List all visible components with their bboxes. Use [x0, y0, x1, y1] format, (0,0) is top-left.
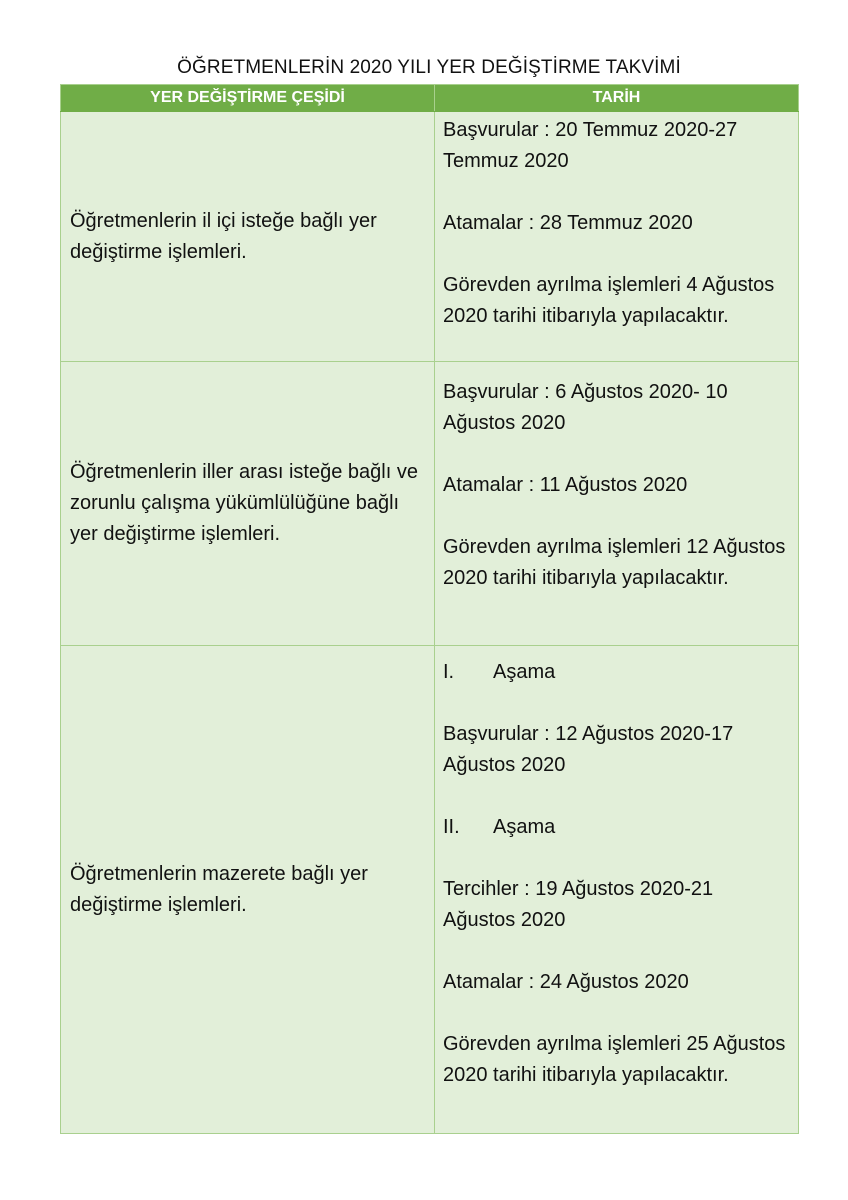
- cell-dates: [435, 646, 799, 1134]
- column-header-type: YER DEĞİŞTİRME ÇEŞİDİ: [61, 85, 435, 112]
- applications-text: Başvurular : 6 Ağustos 2020- 10 Ağustos 2020: [443, 381, 728, 434]
- column-header-date: TARİH: [435, 85, 799, 112]
- cell-transfer-type: [61, 112, 435, 362]
- document-title: ÖĞRETMENLERİN 2020 YILI YER DEĞİŞTİRME TAKVİMİ: [177, 57, 681, 78]
- stage-two-label: Aşama: [493, 816, 556, 838]
- table-row: [61, 362, 799, 646]
- cell-dates: [435, 112, 799, 362]
- leave-text: Görevden ayrılma işlemleri 12 Ağustos 2020 tarihi itibarıyla yapılacaktır.: [443, 536, 786, 589]
- transfer-type-text: Öğretmenlerin mazerete bağlı yer değiştirme işlemleri.: [70, 862, 368, 916]
- schedule-table: [60, 84, 799, 1134]
- cell-dates: [435, 362, 799, 646]
- appointments-text: Atamalar : 28 Temmuz 2020: [443, 212, 693, 234]
- transfer-type-text: Öğretmenlerin iller arası isteğe bağlı ve zorunlu çalışma yükümlülüğüne bağlı yer değiştirme işlemleri.: [70, 461, 418, 545]
- stage-one-heading: [443, 657, 788, 688]
- table-row: [61, 112, 799, 362]
- applications-text: Başvurular : 12 Ağustos 2020-17 Ağustos 2020: [443, 723, 734, 776]
- transfer-type-text: Öğretmenlerin il içi isteğe bağlı yer değiştirme işlemleri.: [70, 209, 377, 263]
- cell-transfer-type: [61, 362, 435, 646]
- table-row: [61, 646, 799, 1134]
- stage-two-number: II.: [443, 816, 460, 838]
- stage-two-heading: [443, 812, 788, 843]
- applications-text: Başvurular : 20 Temmuz 2020-27 Temmuz 2020: [443, 119, 738, 172]
- preferences-text: Tercihler : 19 Ağustos 2020-21 Ağustos 2020: [443, 878, 714, 931]
- appointments-text: Atamalar : 11 Ağustos 2020: [443, 474, 688, 496]
- table-header-row: [61, 85, 799, 112]
- appointments-text: Atamalar : 24 Ağustos 2020: [443, 971, 689, 993]
- cell-transfer-type: [61, 646, 435, 1134]
- stage-one-number: I.: [443, 661, 455, 683]
- leave-text: Görevden ayrılma işlemleri 4 Ağustos 2020 tarihi itibarıyla yapılacaktır.: [443, 274, 775, 327]
- leave-text: Görevden ayrılma işlemleri 25 Ağustos 2020 tarihi itibarıyla yapılacaktır.: [443, 1033, 786, 1086]
- stage-one-label: Aşama: [493, 661, 556, 683]
